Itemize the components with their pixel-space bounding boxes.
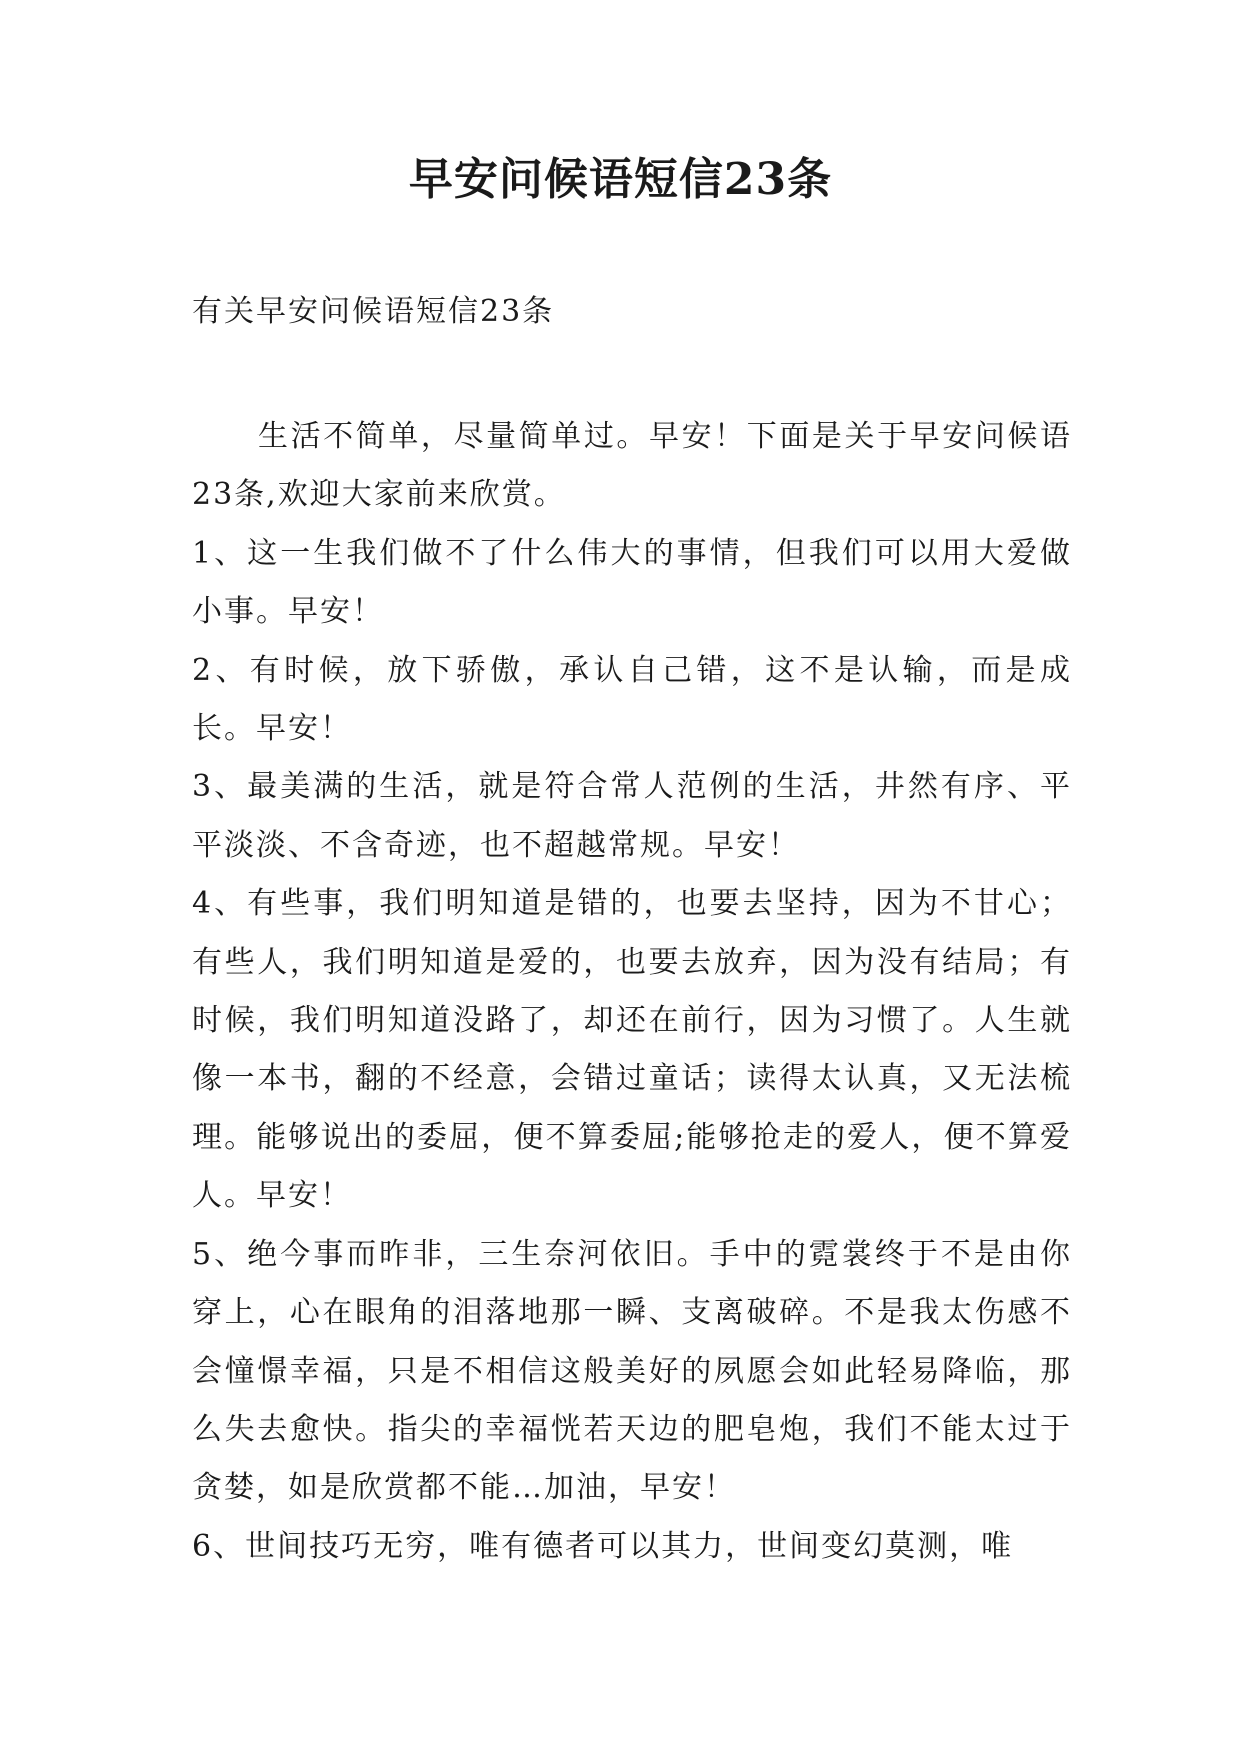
document-subtitle: 有关早安问候语短信23条: [192, 294, 555, 329]
greeting-item-4: 4、有些事，我们明知道是错的，也要去坚持，因为不甘心；有些人，我们明知道是爱的，也要去放弃，因为没有结局；有时候，我们明知道没路了，却还在前行，因为习惯了。人生就像一本书，翻的不经意，会错过童话；读得太认真，又无法梳理。能够说出的委屈，便不算委屈;能够抢走的爱人，便不算爱人。早安！: [192, 886, 1072, 1214]
intro-paragraph: 生活不简单，尽量简单过。早安！下面是关于早安问候语23条,欢迎大家前来欣赏。: [192, 419, 1072, 513]
greeting-item-6: 6、世间技巧无穷，唯有德者可以其力，世间变幻莫测，唯: [192, 1528, 1014, 1564]
document-title: 早安问候语短信23条: [408, 154, 833, 205]
greeting-item-1: 1、这一生我们做不了什么伟大的事情，但我们可以用大爱做小事。早安！: [192, 535, 1072, 630]
greeting-item-3: 3、最美满的生活，就是符合常人范例的生活，井然有序、平平淡淡、不含奇迹，也不超越常规。早安！: [192, 769, 1072, 863]
greeting-item-5: 5、绝今事而昨非，三生奈河依旧。手中的霓裳终于不是由你穿上，心在眼角的泪落地那一瞬、支离破碎。不是我太伤感不会憧憬幸福，只是不相信这般美好的夙愿会如此轻易降临，那么失去愈快。指尖的幸福恍若天边的肥皂炮，我们不能太过于贪婪，如是欣赏都不能…加油，早安！: [192, 1236, 1072, 1506]
document-body: [192, 408, 1072, 1576]
greeting-item-2: 2、有时候，放下骄傲，承认自己错，这不是认输，而是成长。早安！: [192, 652, 1072, 747]
